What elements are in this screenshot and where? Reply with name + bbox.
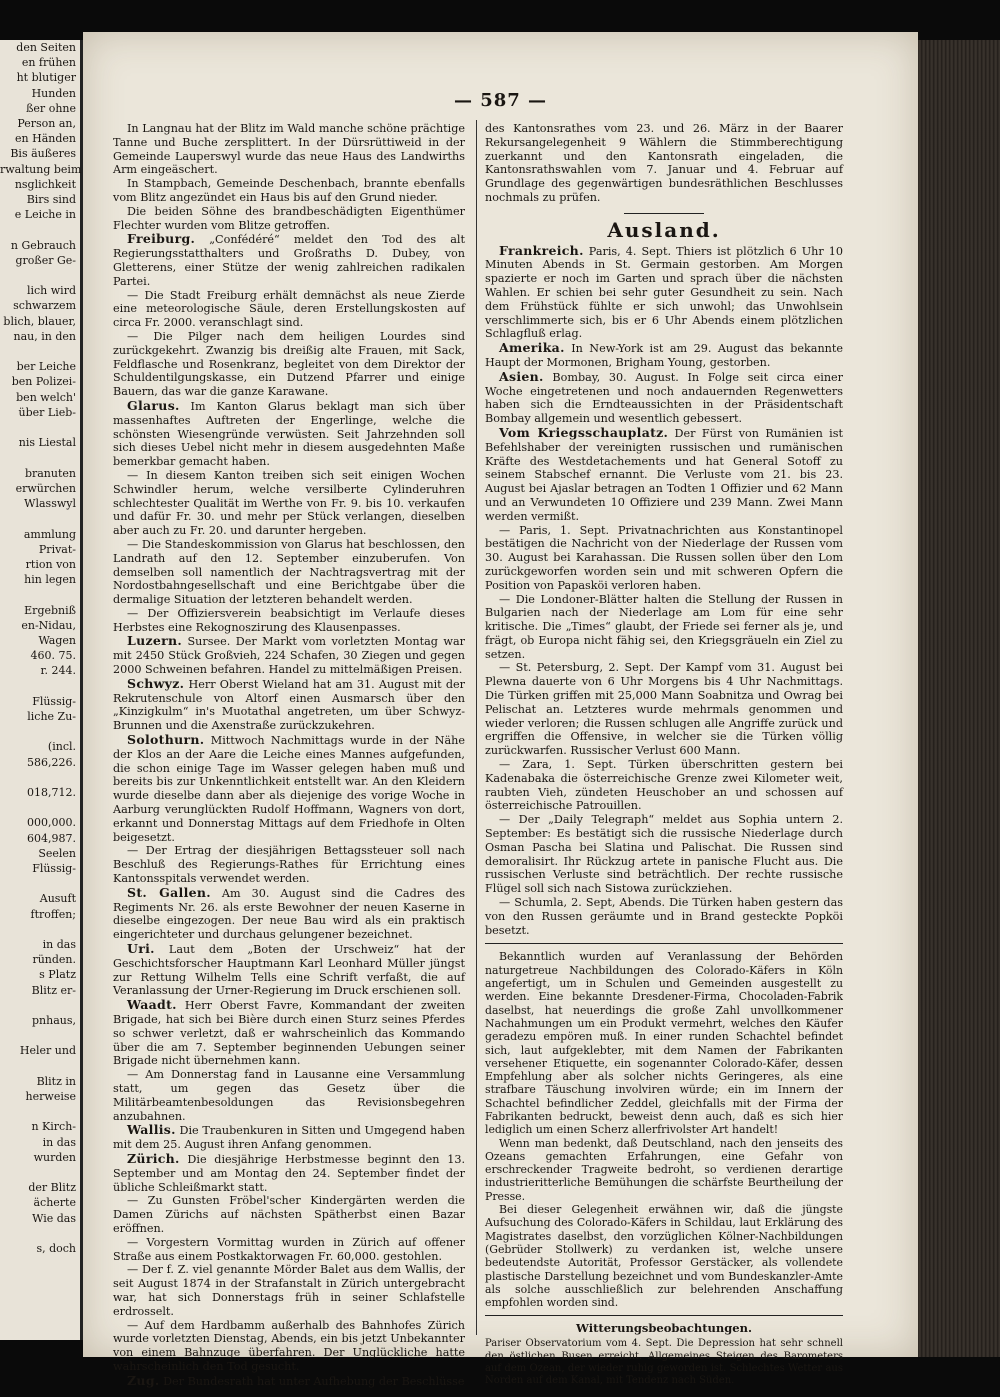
left-page-fragment bbox=[0, 511, 80, 526]
article-heading: Amerika. bbox=[499, 340, 565, 356]
left-page-fragment: lich wird bbox=[26, 284, 76, 298]
article-heading: Zürich. bbox=[127, 1150, 180, 1166]
article-paragraph bbox=[113, 634, 465, 676]
article-text: Der Fürst von Rumänien ist Befehlshaber der vereinigten russischen und rumänischen Kräfte des Westdetachements und hat General Sotoff zu seinem Stabschef ernannt. Die Verluste vom 21. bis 23. August bei Ajaslar betragen an Todten 1 Offizier und 62 Mann und an Verwundeten 10 Offiziere und 239 Mann. Zwei Mann werden vermißt. bbox=[485, 426, 843, 523]
article-heading: Luzern. bbox=[127, 633, 183, 649]
article-paragraph bbox=[113, 469, 465, 538]
section-title-ausland: Ausland. bbox=[607, 217, 721, 242]
article-paragraph bbox=[113, 289, 465, 330]
article-paragraph bbox=[113, 1152, 465, 1194]
article-paragraph bbox=[113, 1123, 465, 1152]
article-text: Laut dem „Boten der Urschweiz“ hat der Geschichtsforscher Hauptmann Karl Leonhard Müller jüngst zur Rettung Wilhelm Tells eine Schrift verfaßt, die auf Veranlassung der Urner-Regierung im Druck erschienen soll. bbox=[113, 943, 465, 998]
article-paragraph bbox=[485, 426, 843, 524]
left-page-fragment bbox=[0, 1165, 80, 1180]
left-page-fragment: e Leiche in bbox=[14, 208, 76, 222]
left-page-fragment: liche Zu- bbox=[27, 709, 76, 723]
ausland-articles bbox=[485, 244, 843, 938]
left-page-fragment bbox=[0, 1028, 80, 1043]
left-page-fragment: s, doch bbox=[36, 1242, 76, 1256]
left-page-fragment: nis Liestal bbox=[18, 436, 76, 450]
left-page-fragment bbox=[0, 1059, 80, 1074]
left-page-fragment: 586,226. bbox=[27, 755, 76, 769]
article-text: — Der „Daily Telegraph“ meldet aus Sophia untern 2. September: Es bestätigt sich die russische Niederlage durch Osman Pascha bei Slatina und Palischat. Die Russen sind demoralisirt. Ihr Rückzug artete in panische Flucht aus. Die russischen Verluste sind beträchtlich. Der rechte russische Flügel soll sich nach Sistowa zurückziehen. bbox=[485, 813, 843, 896]
left-page-fragment bbox=[0, 268, 80, 283]
article-text: Am 30. August sind die Cadres des Regiments Nr. 26. als erste Bewohner der neuen Kaserne in dieselbe eingezogen. Der neue Bau wird als ein praktisch eingerichteter und durchaus gelungener bezeichnet. bbox=[113, 886, 465, 942]
weather-text: Pariser Observatorium vom 4. Sept. Die Depression hat sehr schnell den östlichen Busen erreicht. Allgemeines Steigen des Barometers auf dem Ozean, der wieder ruhig geworden ist. Schlechtes Wetter aus Norden auf dem Kanal, mit Tendenz nach Süden. bbox=[485, 1338, 843, 1387]
left-page-fragment: ßer ohne bbox=[26, 101, 76, 115]
article-text: — Paris, 1. Sept. Privatnachrichten aus Konstantinopel bestätigen die Nachricht von der Niederlage der Russen vom 30. August bei Karahassan. Die Russen sollen über den Lom zurückgeworfen worden sein und mit schweren Opfern die Position von Papasköi verloren haben. bbox=[485, 523, 843, 592]
notice-paragraph: Wenn man bedenkt, daß Deutschland, nach den jenseits des Ozeans gemachten Erfahrungen, eine Gefahr von erschreckender Tragweite bedroht, so verdienen derartige industrieritterliche Bemühungen die schärfste Beurtheilung der Presse. bbox=[485, 1136, 843, 1203]
article-text: Die diesjährige Herbstmesse beginnt den 13. September und am Montag den 24. September findet der übliche Schleißmarkt statt. bbox=[113, 1152, 465, 1194]
left-page-fragment: herweise bbox=[25, 1090, 76, 1104]
notice-paragraph: Bei dieser Gelegenheit erwähnen wir, daß die jüngste Aufsuchung des Colorado-Käfers in Schildau, laut Erklärung des Magistrates daselbst, den vorzüglichen Kölner-Nachbildungen (Gebrüder Stollwerk) zu verdanken ist, welche unsere bedeutendste Autorität, Professor Gerstäcker, als vollendete plastische Darstellung bezeichnet und vom Bundeskanzler-Amte als solche ausschließlich zur belehrenden Anschaffung empfohlen worden sind. bbox=[485, 1203, 843, 1310]
article-text: Herr Oberst Wieland hat am 31. August mit der Rekrutenschule von Altorf einen Ausmarsch über den „Kinzigkulm“ in's Muotathal angetreten, um über Schwyz-Brunnen und die Axenstraße zurückzukehren. bbox=[113, 677, 465, 733]
left-page-fragment: en Händen bbox=[15, 132, 76, 146]
article-heading: St. Gallen. bbox=[127, 884, 211, 900]
article-text: — St. Petersburg, 2. Sept. Der Kampf vom 31. August bei Plewna dauerte von 6 Uhr Morgens bis 4 Uhr Nachmittags. Die Türken griffen mit 25,000 Mann Soabnitza und Owrag bei Pelischat an. Letzteres wurde mehrmals genommen und wieder verloren; die Russen schlugen alle Angriffe zurück und ergriffen die Offensive, in welcher sie die Türken völlig zurückwarfen. Russischer Verlust 600 Mann. bbox=[485, 661, 843, 758]
article-paragraph bbox=[485, 813, 843, 896]
article-paragraph bbox=[113, 607, 465, 635]
left-page-fragment bbox=[0, 922, 80, 937]
left-page-fragment: ründen. bbox=[32, 953, 76, 967]
left-page-fragment: nsglichkeit bbox=[14, 177, 76, 191]
article-paragraph bbox=[113, 1194, 465, 1235]
left-page-fragment: 000,000. bbox=[27, 816, 76, 830]
left-page-fragment: blich, blauer, bbox=[3, 314, 76, 328]
left-page-fragment: Bis äußeres bbox=[10, 147, 76, 161]
article-text: „Confédéré“ meldet den Tod des alt Regierungsstatthalters und Großraths D. Dubey, von Gletterens, einer Stütze der wenig zahlreichen radikalen Partei. bbox=[113, 233, 465, 288]
left-page-fragment: Person an, bbox=[17, 117, 76, 131]
article-paragraph bbox=[113, 886, 465, 942]
article-text: — Der Ertrag der diesjährigen Bettagssteuer soll nach Beschluß des Regierungs-Rathes für Errichtung eines Kantonsspitals verwendet werden. bbox=[113, 844, 465, 886]
article-paragraph bbox=[485, 524, 843, 593]
article-paragraph bbox=[485, 341, 843, 370]
left-page-fragment: en-Nidau, bbox=[21, 618, 76, 632]
article-paragraph bbox=[485, 896, 843, 937]
article-paragraph bbox=[113, 205, 465, 233]
left-page-fragment: Privat- bbox=[38, 542, 76, 556]
article-text: — Die Standeskommission von Glarus hat beschlossen, den Landrath auf den 12. September einzuberufen. Von demselben soll namentlich der Nachtragsvertrag mit der Nordostbahngesellschaft und eine Berichtgabe über die dermalige Situation der letzteren behandelt werden. bbox=[113, 537, 465, 607]
left-page-fragment: rwaltung beim bbox=[0, 162, 82, 176]
left-page-fragment: ben welch' bbox=[16, 390, 76, 404]
weather-block bbox=[485, 1322, 843, 1387]
notice-paragraph: Bekanntlich wurden auf Veranlassung der Behörden naturgetreue Nachbildungen des Colorado-Käfers in Köln angefertigt, um in Schulen und Gemeinden ausgestellt zu werden. Eine bekannte Dresdener-Firma, Chocoladen-Fabrik daselbst, hat neuerdings die große Zahl unvollkommener Nachahmungen um ein Produkt vermehrt, welches den Käufer geradezu empören muß. In einer runden Schachtel befindet sich, laut aufgeklebter, mit dem Namen der Fabrikanten versehener Etiquette, ein sogenannter Colorado-Käfer, dessen Empfehlung aber als solcher nichts Geringeres, als eine strafbare Täuschung involviren würde; ein im Innern der Schachtel befindlicher Zeddel, gleichfalls mit der Firma der Fabrikanten bedruckt, beweist denn auch, daß es sich hier lediglich um einen Scherz allerfrivolster Art handelt! bbox=[485, 950, 843, 1137]
left-page-fragment: ächerte bbox=[33, 1196, 76, 1210]
article-text: — In diesem Kanton treiben sich seit einigen Wochen Schwindler herum, welche versilberte Cylinderuhren schlechtester Qualität im Werthe von Fr. 9. bis 10. verkaufen und dafür Fr. 30. und mehr per Stück verlangen, dieselben aber auch zu Fr. 20. und darunter hergeben. bbox=[113, 468, 465, 538]
left-page-fragment: wurden bbox=[33, 1150, 76, 1164]
article-heading: Freiburg. bbox=[127, 231, 196, 247]
left-page-fragment bbox=[0, 222, 80, 237]
article-heading: Zug. bbox=[127, 1372, 160, 1388]
notice-block bbox=[485, 950, 843, 1309]
left-page-fragment: r. 244. bbox=[40, 664, 76, 678]
notice-rule bbox=[485, 943, 843, 944]
article-heading: Frankreich. bbox=[499, 242, 584, 258]
article-text: Bombay, 30. August. In Folge seit circa einer Woche eingetretenen und noch andauernden Regenwetters haben sich die Erndteaussichten in der Präsidentschaft Bombay allgemein und wesentlich gebessert. bbox=[485, 370, 843, 426]
article-paragraph bbox=[113, 844, 465, 885]
left-page-fragment: großer Ge- bbox=[15, 253, 76, 267]
left-page-fragment: branuten bbox=[24, 466, 76, 480]
page-number: — 587 — bbox=[453, 90, 548, 111]
article-text: — Der Offiziersverein beabsichtigt im Verlaufe dieses Herbstes eine Rekognoszirung des Klausenpasses. bbox=[113, 606, 465, 634]
article-text: — Zu Gunsten Fröbel'scher Kindergärten werden die Damen Zürichs auf nächsten Spätherbst einen Bazar eröffnen. bbox=[113, 1194, 465, 1235]
article-paragraph bbox=[113, 177, 465, 205]
left-page-fragment bbox=[0, 1226, 80, 1241]
article-text: — Schumla, 2. Sept, Abends. Die Türken haben gestern das von den Russen geräumte und in Brand gesteckte Popköi besetzt. bbox=[485, 896, 843, 937]
left-page-fragment: pnhaus, bbox=[32, 1014, 76, 1027]
left-page-fragment bbox=[0, 800, 80, 815]
article-paragraph bbox=[485, 370, 843, 426]
article-paragraph bbox=[113, 733, 465, 844]
left-page-fragment: der Blitz bbox=[28, 1181, 76, 1195]
article-text: — Die Pilger nach dem heiligen Lourdes sind zurückgekehrt. Zwanzig bis dreißig alte Frauen, mit Sack, Feldflasche und Rosenkranz, begleitet von dem Direktor der Schuldentilgungskasse, ein Dutzend Pfarrer und einige Bauern, das war die ganze Karawane. bbox=[113, 329, 465, 399]
left-page-fragment: 460. 75. bbox=[30, 649, 76, 663]
right-column bbox=[485, 122, 843, 1388]
left-page-fragment: Flüssig- bbox=[32, 861, 76, 875]
article-paragraph bbox=[113, 1068, 465, 1123]
left-page-fragment bbox=[0, 1104, 80, 1119]
left-page-fragment: Blitz in bbox=[36, 1074, 76, 1088]
newspaper-page bbox=[83, 32, 918, 1388]
article-text: — Am Donnerstag fand in Lausanne eine Versammlung statt, um gegen das Gesetz über die Militärbeamtenbesoldungen das Revisionsbegehren anzubahnen. bbox=[113, 1068, 465, 1123]
article-text: Mittwoch Nachmittags wurde in der Nähe der Klos an der Aare die Leiche eines Mannes aufgefunden, die schon einige Tage im Wasser gelegen haben muß und bereits bis zur Unkenntlichkeit entstellt war. An den Kleidern wurde dieselbe dann aber als diejenige des vorige Woche in Aarburg verunglückten Rudolf Hoffmann, Wagners von dort, erkannt und Donnerstag Mittags auf dem Friedhofe in Olten beigesetzt. bbox=[113, 734, 465, 844]
left-page-fragment: 604,987. bbox=[27, 831, 76, 845]
article-heading: Waadt. bbox=[127, 997, 177, 1013]
article-paragraph bbox=[113, 538, 465, 607]
left-page-fragment: Hunden bbox=[31, 86, 76, 100]
article-paragraph bbox=[113, 677, 465, 733]
left-page-fragment: Ausuft bbox=[39, 892, 76, 906]
article-text: Herr Oberst Favre, Kommandant der zweiten Brigade, hat sich bei Bière durch einen Sturz seines Pferdes so schwer verletzt, daß er wahrscheinlich das Kommando über die am 7. September beginnenden Uebungen seiner Brigade nicht übernehmen kann. bbox=[113, 999, 465, 1068]
left-page-fragment bbox=[0, 876, 80, 891]
article-paragraph bbox=[485, 593, 843, 662]
left-page-fragment: Birs sind bbox=[26, 193, 76, 207]
left-page-fragment bbox=[0, 450, 80, 465]
left-page-fragment: schwarzem bbox=[13, 299, 76, 313]
left-page-fragment: Wagen bbox=[38, 633, 76, 647]
left-page-fragment: rtion von bbox=[25, 557, 76, 571]
article-text: Die beiden Söhne des brandbeschädigten Eigenthümer Flechter wurden vom Blitze getroffen. bbox=[113, 204, 465, 232]
left-page-fragment: Blitz er- bbox=[31, 983, 76, 997]
article-text: — Die Stadt Freiburg erhält demnächst als neue Zierde eine meteorologische Säule, deren Erstellungskosten auf circa Fr. 2000. veranschlagt sind. bbox=[113, 288, 465, 330]
article-paragraph bbox=[113, 399, 465, 469]
left-page-fragment: ht blutiger bbox=[16, 71, 76, 85]
left-page-fragment bbox=[0, 770, 80, 785]
left-page-fragment: n Gebrauch bbox=[10, 238, 76, 252]
article-paragraph bbox=[113, 998, 465, 1068]
article-heading: Wallis. bbox=[127, 1122, 176, 1138]
left-page-fragment: in das bbox=[42, 1135, 76, 1149]
article-text: In New-York ist am 29. August das bekannte Haupt der Mormonen, Brigham Young, gestorben. bbox=[485, 342, 843, 369]
article-heading: Uri. bbox=[127, 941, 155, 957]
right-column-intro: des Kantonsrathes vom 23. und 26. März in der Baarer Rekursangelegenheit 9 Wählern die Stimmberechtigung zuerkannt und den Kantonsrath eingeladen, die Kantonsrathswahlen vom 7. Januar und 4. Februar auf Grundlage des gegenwärtigen bundesräthlichen Beschlusses nochmals zu prüfen. bbox=[485, 122, 843, 204]
left-page-fragment: Flüssig- bbox=[32, 694, 76, 708]
article-paragraph bbox=[113, 942, 465, 998]
left-page-fragment: ammlung bbox=[23, 527, 76, 541]
article-paragraph bbox=[113, 1319, 465, 1374]
article-text: Der Bundesrath hat unter Aufhebung der Beschlüsse bbox=[159, 1374, 465, 1388]
left-page-fragment: Ergebniß bbox=[24, 603, 76, 617]
left-page-fragment: Wlasswyl bbox=[24, 497, 76, 511]
left-page-fragment bbox=[0, 724, 80, 739]
article-text: In Stampbach, Gemeinde Deschenbach, brannte ebenfalls vom Blitz angezündet ein Haus bis auf den Grund nieder. bbox=[113, 177, 465, 204]
article-text: In Langnau hat der Blitz im Wald manche schöne prächtige Tanne und Buche zersplittert. In der Dürsrüttiweid in der Gemeinde Lauperswyl wurde das neue Haus des Landwirths Arm eingeäschert. bbox=[113, 122, 465, 177]
left-column bbox=[113, 122, 465, 1389]
article-text: — Die Londoner-Blätter halten die Stellung der Russen in Bulgarien nach der Niederlage am Lom für eine sehr kritische. Die „Times“ glaubt, der Friede sei ferner als je, und frägt, ob Europa nicht fähig sei, den Kriegsgräueln ein Ziel zu setzen. bbox=[485, 592, 843, 661]
book-page-edges bbox=[918, 40, 1000, 1357]
article-paragraph bbox=[113, 122, 465, 177]
left-page-fragment: Heler und bbox=[19, 1044, 76, 1058]
column-divider bbox=[476, 120, 477, 1335]
left-page-fragment: hin legen bbox=[24, 573, 76, 587]
left-page-fragment: ben Polizei- bbox=[11, 375, 76, 389]
article-text: Sursee. Der Markt vom vorletzten Montag war mit 2450 Stück Großvieh, 224 Schafen, 30 Ziegen und gegen 2000 Schweinen befahren. Handel zu mittelmäßigen Preisen. bbox=[113, 635, 465, 677]
left-page-fragment bbox=[0, 344, 80, 359]
article-heading: Glarus. bbox=[127, 397, 180, 413]
weather-title: Witterungsbeobachtungen. bbox=[576, 1321, 752, 1336]
article-paragraph bbox=[113, 330, 465, 399]
left-page-fragment: in das bbox=[42, 937, 76, 951]
left-page-fragment: über Lieb- bbox=[18, 405, 76, 419]
left-page-fragment bbox=[0, 587, 80, 602]
section-rule bbox=[624, 213, 704, 214]
left-page-fragment: (incl. bbox=[47, 740, 76, 754]
left-page-fragment bbox=[0, 998, 80, 1013]
article-paragraph bbox=[113, 1374, 465, 1389]
left-page-fragment: Seelen bbox=[38, 846, 76, 860]
left-page-fragment: Wie das bbox=[32, 1211, 76, 1225]
article-paragraph bbox=[113, 1263, 465, 1318]
article-text: Im Kanton Glarus beklagt man sich über massenhaftes Auftreten der Engerlinge, welche die schönsten Wiesengründe verwüsten. Seit Jahrzehnden soll sich dieses Uebel nicht mehr in diesem ausgedehnten Maße bemerkbar gemacht haben. bbox=[113, 399, 465, 469]
left-page-fragment: erwürchen bbox=[15, 481, 76, 495]
article-text: Die Traubenkuren in Sitten und Umgegend haben mit dem 25. August ihren Anfang genommen. bbox=[113, 1124, 465, 1152]
left-page-fragment: n Kirch- bbox=[31, 1120, 76, 1134]
article-text: Paris, 4. Sept. Thiers ist plötzlich 6 Uhr 10 Minuten Abends in St. Germain gestorben. Am Morgen spazierte er noch im Garten und sprach über die nächsten Wahlen. Er schien bei sehr guter Gesundheit zu sein. Nach dem Frühstück fühlte er sich unwohl; das Unwohlsein verschlimmerte sich, bis er 6 Uhr Abends einem plötzlichen Schlagfluß erlag. bbox=[485, 244, 843, 341]
article-heading: Asien. bbox=[499, 368, 544, 384]
article-heading: Solothurn. bbox=[127, 732, 205, 748]
article-text: — Der f. Z. viel genannte Mörder Balet aus dem Wallis, der seit August 1874 in der Strafanstalt in Zürich untergebracht war, hat sich Donnerstags früh in seiner Schlafstelle erdrosselt. bbox=[113, 1263, 465, 1318]
left-page-fragment: en frühen bbox=[21, 56, 76, 70]
left-page-fragment: ftroffen; bbox=[30, 907, 76, 921]
weather-rule bbox=[485, 1315, 843, 1316]
article-heading: Schwyz. bbox=[127, 675, 185, 691]
left-page-fragment: 018,712. bbox=[27, 785, 76, 799]
article-text: — Vorgestern Vormittag wurden in Zürich auf offener Straße aus einem Postkaktorwagen Fr. 60,000. gestohlen. bbox=[113, 1235, 465, 1263]
article-text: — Auf dem Hardbamm außerhalb des Bahnhofes Zürich wurde vorletzten Dienstag, Abends, ein bis jetzt Unbekannter von einem Bahnzuge überfahren. Der Unglückliche hatte wahrscheinlich den Tod gesucht. bbox=[113, 1318, 465, 1373]
left-page-edge bbox=[0, 40, 83, 1340]
left-page-fragment: nau, in den bbox=[13, 329, 76, 343]
article-paragraph bbox=[485, 661, 843, 758]
left-page-fragment: ber Leiche bbox=[16, 360, 76, 374]
article-paragraph bbox=[485, 244, 843, 342]
article-paragraph bbox=[113, 232, 465, 288]
left-page-fragment: den Seiten bbox=[16, 41, 76, 54]
article-paragraph bbox=[485, 758, 843, 813]
left-page-fragment: s Platz bbox=[39, 968, 76, 982]
article-paragraph bbox=[113, 1236, 465, 1264]
article-heading: Vom Kriegsschauplatz. bbox=[499, 424, 669, 440]
left-page-fragment bbox=[0, 420, 80, 435]
article-text: — Zara, 1. Sept. Türken überschritten gestern bei Kadenabaka die österreichische Grenze zwei Kilometer weit, raubten Vieh, zündeten Heuschober an und schossen auf österreichische Patrouillen. bbox=[485, 758, 843, 813]
left-page-fragment bbox=[0, 679, 80, 694]
